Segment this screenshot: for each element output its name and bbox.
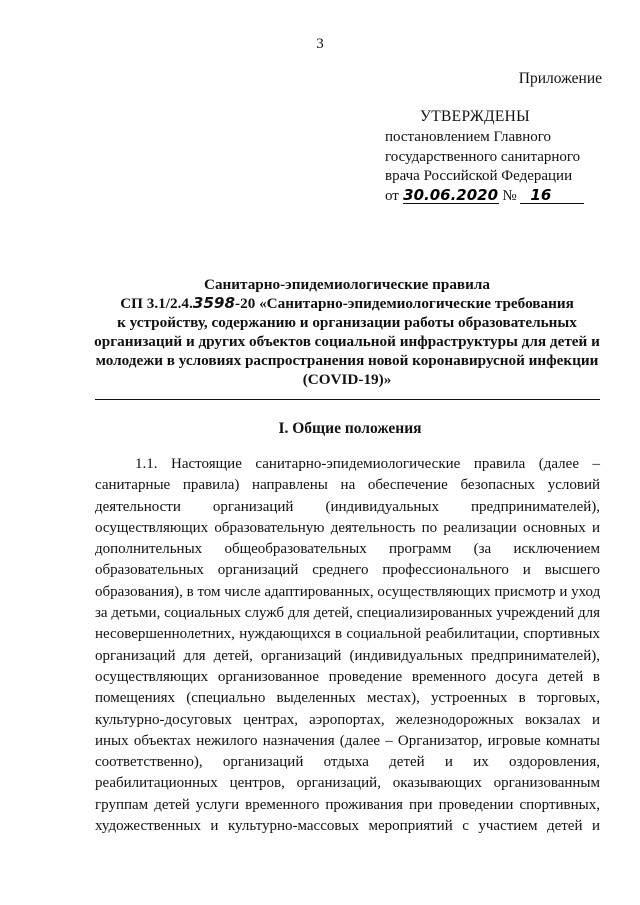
title-line: (COVID-19)» xyxy=(302,371,392,388)
title-divider xyxy=(95,399,600,400)
paragraph-line: иных объектах нежилого назначения (далее – Организатор, игровые комнаты xyxy=(95,732,600,749)
document-title xyxy=(84,275,610,389)
paragraph-line: реабилитационных центров, организаций, оказывающих организованным xyxy=(95,775,600,792)
title-line: молодежи в условиях распространения новой коронавирусной инфекции xyxy=(95,352,599,369)
approval-line: постановлением Главного xyxy=(385,129,552,145)
title-code-prefix: СП 3.1/2.4. xyxy=(120,295,193,312)
approval-line: государственного санитарного xyxy=(385,148,581,165)
paragraph-line: за детьми, социальных служб для детей, специализированных учреждений для xyxy=(95,605,600,622)
paragraph-line: 1.1. Настоящие санитарно-эпидемиологические правила (далее – xyxy=(135,456,600,472)
handwritten-code-number: 3598 xyxy=(192,294,236,312)
date-prefix: от xyxy=(385,187,399,204)
title-line: к устройству, содержанию и организации работы образовательных xyxy=(117,314,577,331)
handwritten-date: 30.06.2020 xyxy=(403,185,499,204)
paragraph-line: образования), в том числе адаптированных, осуществляющих присмотр и уход xyxy=(95,583,601,600)
paragraph-line: осуществляющих организованное проведение временного досуга детей в xyxy=(95,668,600,685)
title-line xyxy=(84,294,610,313)
paragraph-line: художественных и культурно-массовых мероприятий с участием детей и xyxy=(95,818,600,835)
number-sign: № xyxy=(502,187,517,204)
body-text xyxy=(95,454,600,837)
section-heading: I. Общие положения xyxy=(278,420,422,437)
paragraph-line: осуществляющих образовательную деятельность по реализации основных и xyxy=(95,519,600,536)
paragraph-line: санитарные правила) направлены на обеспечение безопасных условий xyxy=(95,477,600,494)
appendix-label: Приложение xyxy=(518,70,602,87)
paragraph-line: образовательных организаций среднего профессионального и высшего xyxy=(95,562,600,579)
approved-heading: УТВЕРЖДЕНЫ xyxy=(420,108,530,125)
paragraph-line: соответственно), организаций отдыха детей и их оздоровления, xyxy=(95,754,600,771)
page-number: 3 xyxy=(316,36,324,52)
paragraph-line: группам детей услуги временного проживания при проведении спортивных, xyxy=(95,796,600,813)
title-line: организаций и других объектов социальной инфраструктуры для детей и xyxy=(94,333,600,350)
handwritten-number: 16 xyxy=(520,187,584,204)
title-code-suffix: -20 «Санитарно-эпидемиологические требования xyxy=(235,295,574,312)
decree-reference xyxy=(385,187,584,207)
paragraph-line: несовершеннолетних, нуждающихся в социальной реабилитации, спортивных xyxy=(95,626,600,643)
approval-line: врача Российской Федерации xyxy=(385,168,573,184)
paragraph-line: организаций для детей, организаций (индивидуальных предпринимателей), xyxy=(95,647,600,664)
paragraph-line: помещениях (специально выделенных местах), устроенных в торговых, xyxy=(95,690,600,707)
approval-block xyxy=(385,128,584,206)
paragraph-line: деятельности организаций (индивидуальных предпринимателей), xyxy=(95,498,600,515)
paragraph-line: культурно-досуговых центрах, аэропортах, железнодорожных вокзалах и xyxy=(95,711,600,728)
paragraph-line: дополнительных общеобразовательных программ (за исключением xyxy=(95,541,600,558)
title-line: Санитарно-эпидемиологические правила xyxy=(203,276,491,293)
